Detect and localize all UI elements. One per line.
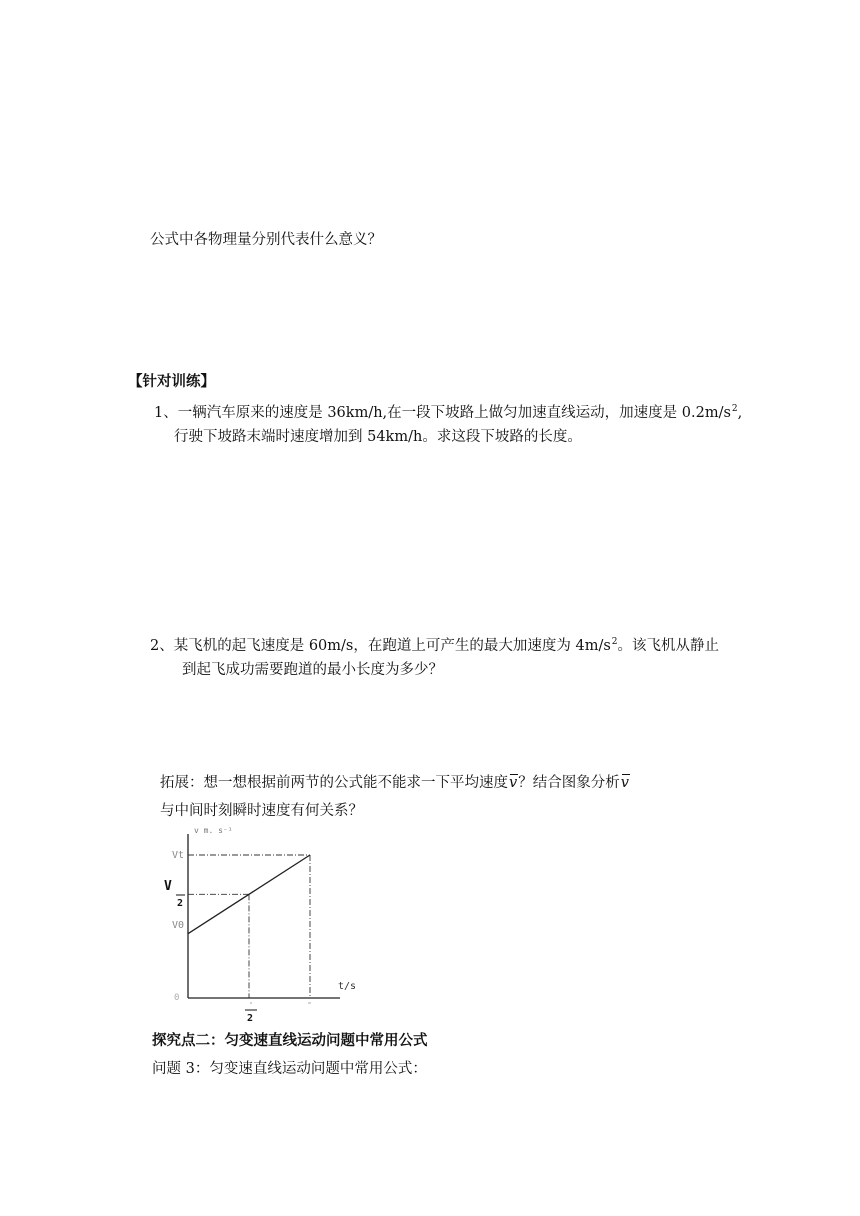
extension-text-b: ？结合图象分析 xyxy=(518,775,620,791)
average-velocity-symbol-2: v xyxy=(620,775,629,791)
y-tick-v-half: V xyxy=(164,879,172,894)
extension-line-2: 与中间时刻瞬时速度有何关系？ xyxy=(160,803,363,819)
extension-text-a: 拓展：想一想根据前两节的公式能不能求一下平均速度 xyxy=(160,775,508,791)
problem-2-exponent: 2 xyxy=(611,637,618,647)
question-3: 问题 3：匀变速直线运动问题中常用公式： xyxy=(152,1061,427,1077)
x-tick-t-half-frac: 2 xyxy=(247,1013,254,1024)
origin-label: 0 xyxy=(174,993,180,1003)
problem-2-tail: 。该飞机从静止 xyxy=(617,638,720,654)
average-velocity-symbol: v xyxy=(509,775,518,791)
y-tick-v0: V0 xyxy=(172,920,185,931)
y-axis-label: v m. s⁻¹ xyxy=(194,826,233,835)
section-training-heading: 【针对训练】 xyxy=(128,374,215,390)
problem-2-text: 2、某飞机的起飞速度是 60m/s，在跑道上可产生的最大加速度为 4m/s xyxy=(150,638,611,654)
problem-1-line-1 xyxy=(154,399,742,423)
problem-1-exponent: 2 xyxy=(731,404,738,414)
problem-2-line-1 xyxy=(150,632,719,656)
problem-1-line-2: 行驶下坡路末端时速度增加到 54km/h。求这段下坡路的长度。 xyxy=(174,429,582,445)
y-tick-v-half-frac: 2 xyxy=(177,898,184,909)
section-2-title: 探究点二：匀变速直线运动问题中常用公式 xyxy=(152,1033,428,1049)
question-meaning: 公式中各物理量分别代表什么意义？ xyxy=(150,232,382,248)
extension-line-1 xyxy=(160,773,630,793)
y-tick-vt: Vt xyxy=(172,850,185,861)
problem-1-text: 1、一辆汽车原来的速度是 36km/h,在一段下坡路上做匀加速直线运动，加速度是 0.2m/s xyxy=(154,405,731,421)
problem-2-line-2: 到起飞成功需要跑道的最小长度为多少？ xyxy=(182,662,443,678)
x-axis-label: t/s xyxy=(338,981,357,992)
velocity-time-graph xyxy=(158,822,398,1027)
problem-1-comma: , xyxy=(737,405,743,421)
